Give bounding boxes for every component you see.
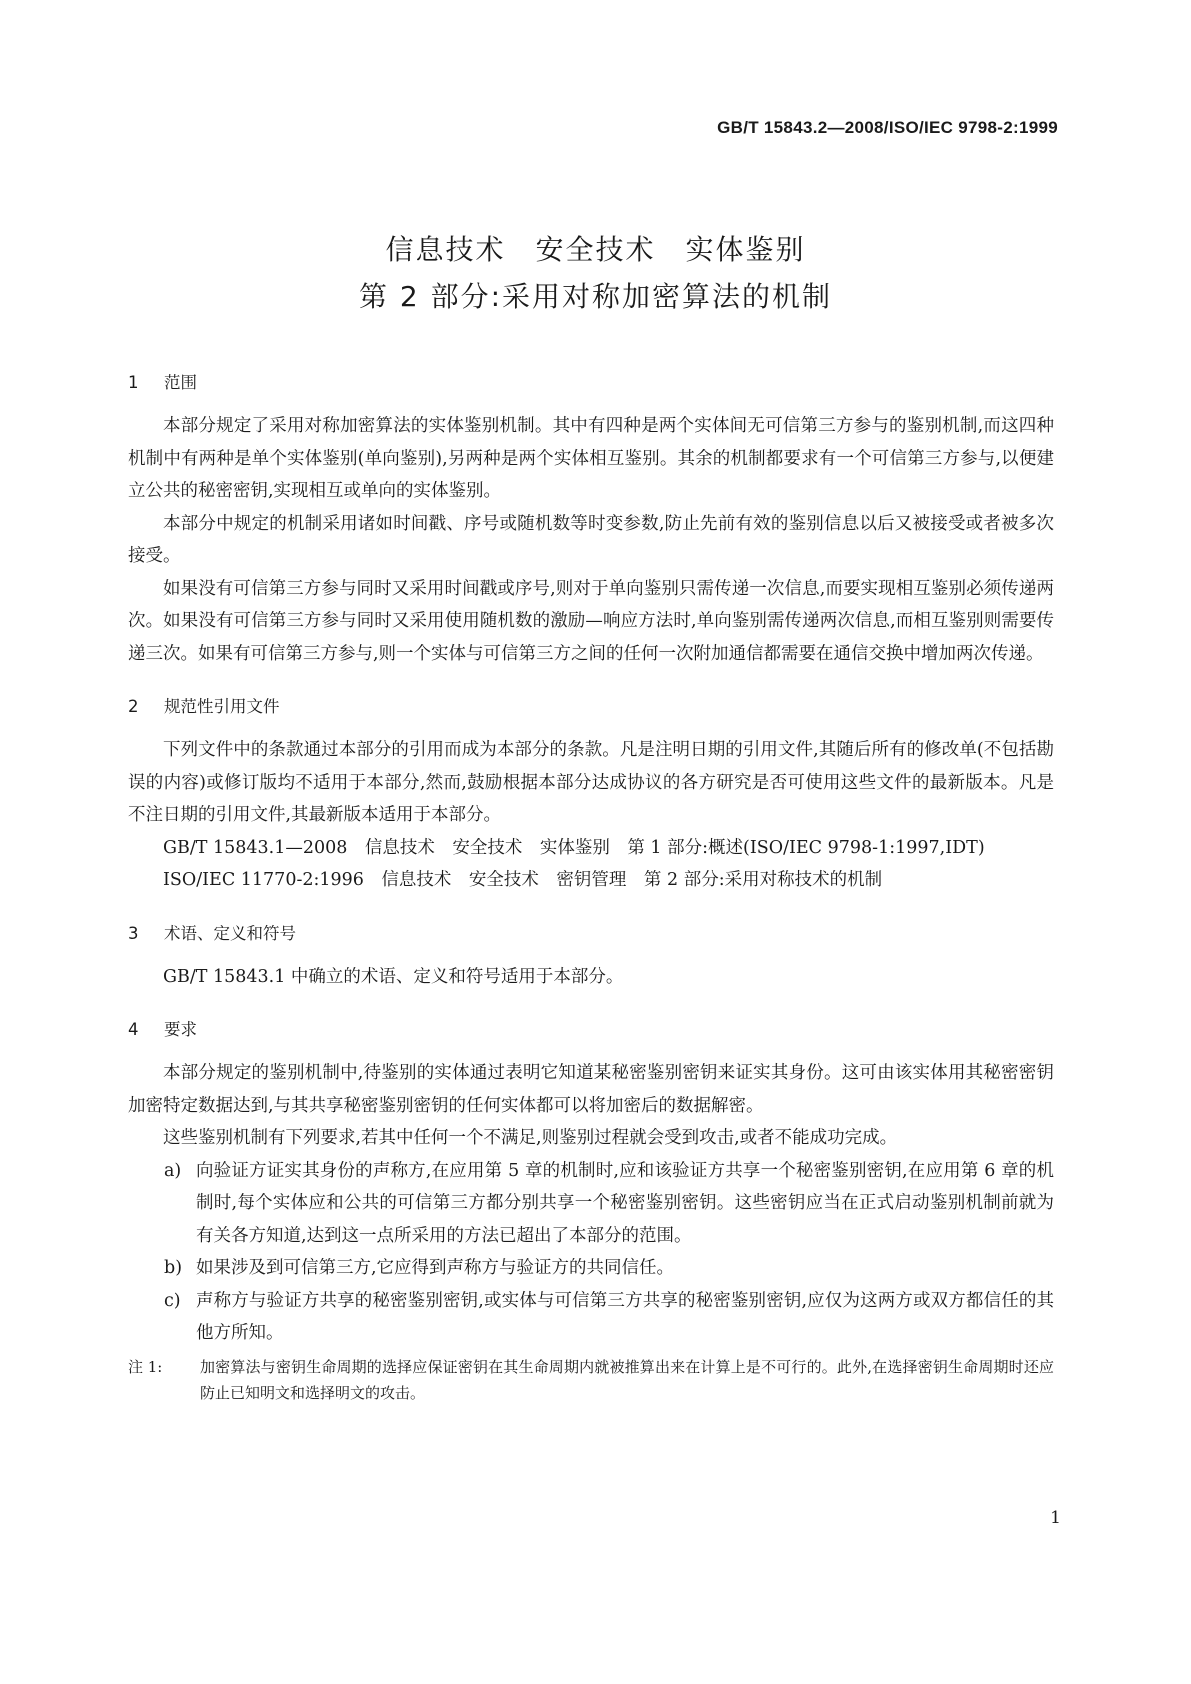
standard-code: GB/T 15843.2—2008/ISO/IEC 9798-2:1999 <box>717 118 1058 137</box>
paragraph: 下列文件中的条款通过本部分的引用而成为本部分的条款。凡是注明日期的引用文件,其随后所有的修改单(不包括勘误的内容)或修订版均不适用于本部分,然而,鼓励根据本部分达成协议的各方研究是否可使用这些文件的最新版本。凡是不注日期的引用文件,其最新版本适用于本部分。 <box>128 740 1054 825</box>
section-heading-requirements <box>128 1017 1054 1043</box>
document-title: 信息技术 安全技术 实体鉴别 <box>385 233 806 266</box>
section-number: 4 <box>128 1020 139 1039</box>
section-number: 1 <box>128 373 139 392</box>
section-number: 2 <box>128 697 139 716</box>
section-heading-terms <box>128 921 1054 947</box>
section-title: 术语、定义和符号 <box>164 923 296 943</box>
paragraph: 如果没有可信第三方参与同时又采用时间戳或序号,则对于单向鉴别只需传递一次信息,而要实现相互鉴别必须传递两次。如果没有可信第三方参与同时又采用使用随机数的激励—响应方法时,单向鉴别需传递两次信息,而相互鉴别则需要传递三次。如果有可信第三方参与,则一个实体与可信第三方之间的任何一次附加通信都需要在通信交换中增加两次传递。 <box>128 578 1054 664</box>
list-item-label: a) <box>164 1160 182 1181</box>
section-title: 范围 <box>164 373 197 392</box>
section-heading-normative-references <box>128 694 1054 720</box>
list-item-label: b) <box>164 1258 183 1278</box>
section-heading-scope <box>128 370 1054 396</box>
note <box>128 1354 1054 1406</box>
reference-entry: ISO/IEC 11770-2:1996 信息技术 安全技术 密钥管理 第 2 部分:采用对称技术的机制 <box>163 870 883 890</box>
list-item-text: 如果涉及到可信第三方,它应得到声称方与验证方的共同信任。 <box>196 1258 675 1278</box>
section-title: 要求 <box>164 1020 197 1039</box>
paragraph: 本部分规定的鉴别机制中,待鉴别的实体通过表明它知道某秘密鉴别密钥来证实其身份。这可由该实体用其秘密密钥加密特定数据达到,与其共享秘密鉴别密钥的任何实体都可以将加密后的数据解密。 <box>128 1063 1054 1116</box>
document-body <box>128 370 1054 1406</box>
list-item-text: 声称方与验证方共享的秘密鉴别密钥,或实体与可信第三方共享的秘密鉴别密钥,应仅为这两方或双方都信任的其他方所知。 <box>196 1290 1054 1343</box>
paragraph: GB/T 15843.1 中确立的术语、定义和符号适用于本部分。 <box>163 966 624 987</box>
reference-entry: GB/T 15843.1—2008 信息技术 安全技术 实体鉴别 第 1 部分:概述(ISO/IEC 9798-1:1997,IDT) <box>163 837 985 858</box>
paragraph: 本部分中规定的机制采用诸如时间戳、序号或随机数等时变参数,防止先前有效的鉴别信息以后又被接受或者被多次接受。 <box>128 513 1054 566</box>
note-label: 注 1: <box>128 1357 163 1376</box>
section-title: 规范性引用文件 <box>164 697 280 716</box>
document-subtitle: 第 2 部分:采用对称加密算法的机制 <box>358 280 833 313</box>
section-number: 3 <box>128 923 139 943</box>
note-text: 加密算法与密钥生命周期的选择应保证密钥在其生命周期内就被推算出来在计算上是不可行的。此外,在选择密钥生命周期时还应防止已知明文和选择明文的攻击。 <box>200 1357 1054 1402</box>
paragraph: 本部分规定了采用对称加密算法的实体鉴别机制。其中有四种是两个实体间无可信第三方参与的鉴别机制,而这四种机制中有两种是单个实体鉴别(单向鉴别),另两种是两个实体相互鉴别。其余的机制都要求有一个可信第三方参与,以便建立公共的秘密密钥,实现相互或单向的实体鉴别。 <box>128 416 1054 501</box>
list-item <box>128 1155 1054 1253</box>
list-item-label: c) <box>164 1290 181 1311</box>
list-item <box>128 1252 1054 1285</box>
list-item <box>128 1285 1054 1350</box>
page-number: 1 <box>1050 1508 1061 1528</box>
paragraph: 这些鉴别机制有下列要求,若其中任何一个不满足,则鉴别过程就会受到攻击,或者不能成功完成。 <box>163 1128 898 1148</box>
list-item-text: 向验证方证实其身份的声称方,在应用第 5 章的机制时,应和该验证方共享一个秘密鉴别密钥,在应用第 6 章的机制时,每个实体应和公共的可信第三方都分别共享一个秘密鉴别密钥。这些密钥应当在正式启动鉴别机制前就为有关各方知道,达到这一点所采用的方法已超出了本部分的范围。 <box>196 1160 1054 1246</box>
